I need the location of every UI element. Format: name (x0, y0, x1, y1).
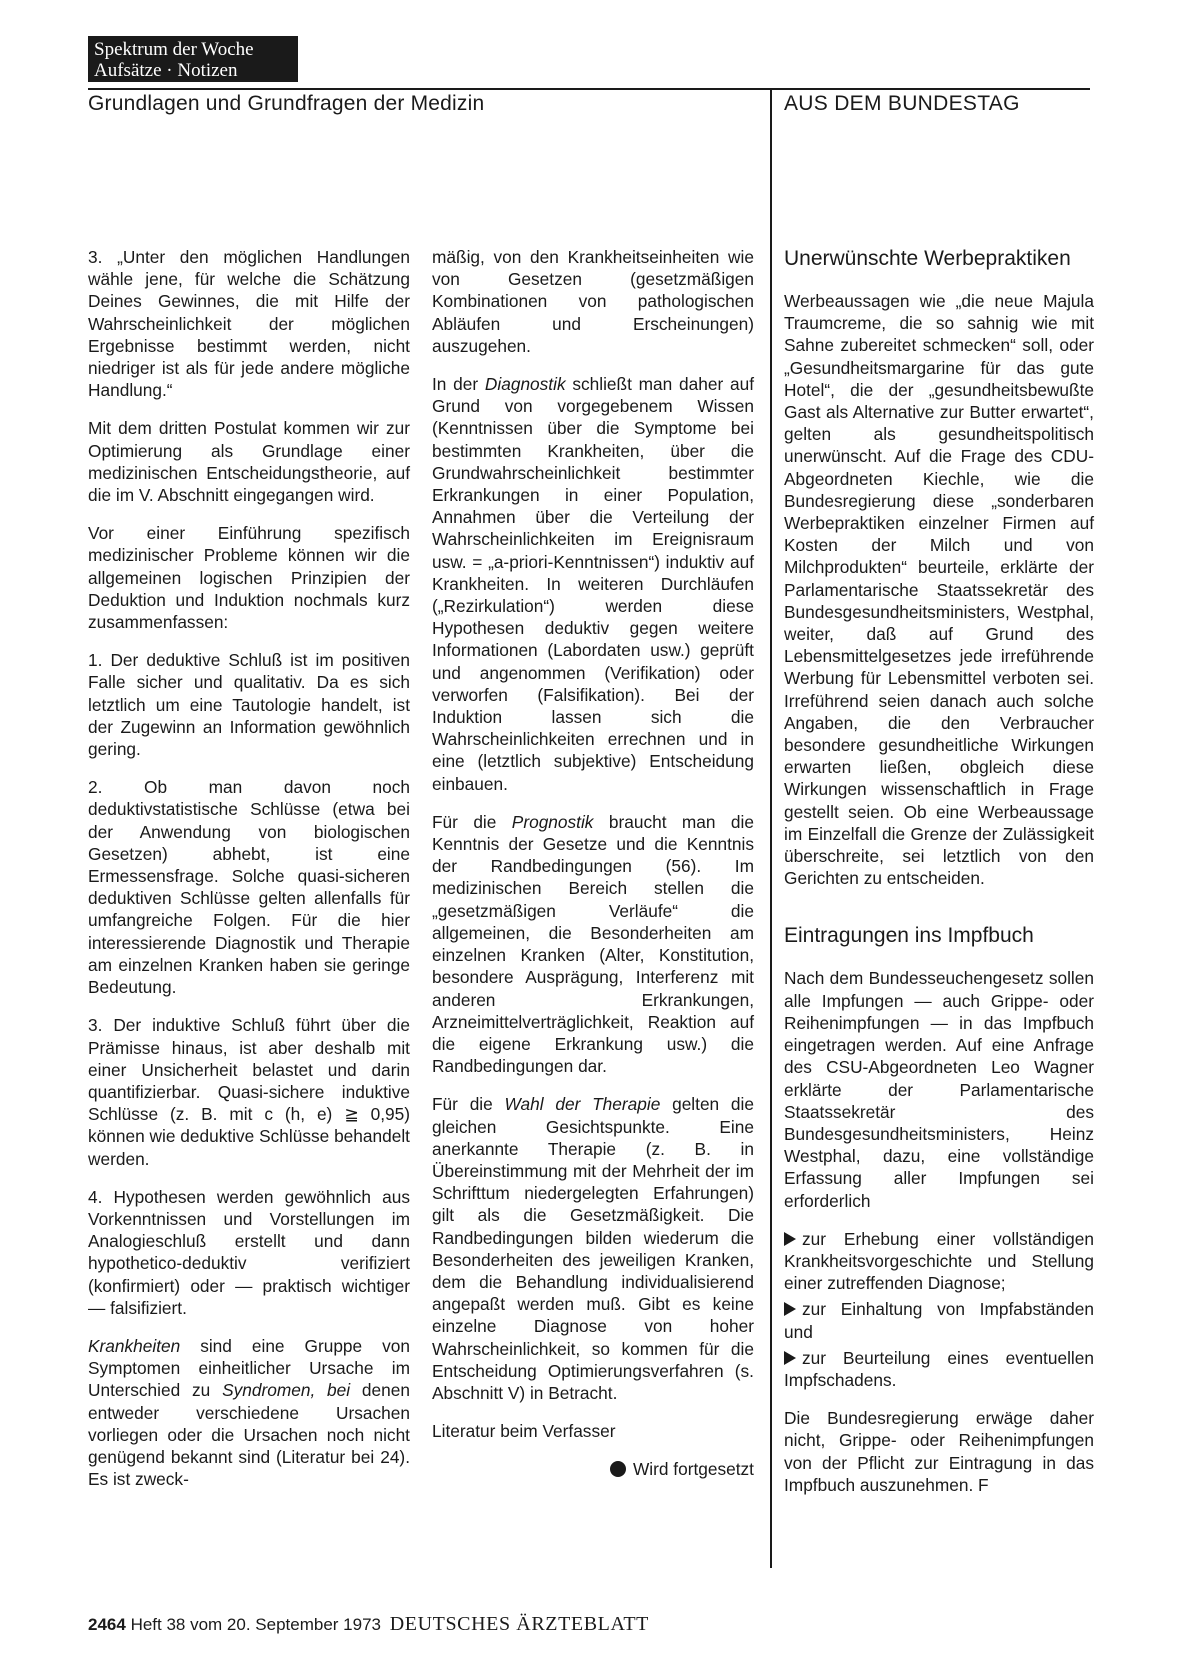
paragraph: Vor einer Einführung spezifisch medizinischer Probleme können wir die allgemeinen logischen Prinzipien der Deduktion und Induktion nochmals kurz zusammenfassen: (88, 523, 410, 633)
emphasis: Wahl der Therapie (504, 1094, 661, 1115)
paragraph (432, 811, 754, 1077)
triangle-bullet-icon (784, 1351, 796, 1365)
news-heading: Unerwünschte Werbepraktiken (784, 247, 1071, 270)
text-run: schließt man daher auf Grund von vorgegebenem Wissen (Kenntnissen über die Symptome bei bestimmten Krankheiten, über die Grundwahrscheinlichkeit bestimmter Erkrankungen in einer Population, Annahmen über die Verteilung der Wahrscheinlichkeiten im Ereignisraum usw. = „a-priori-Kenntnissen“) induktiv auf Krankheiten. In weiteren Durchläufen („Rezirkulation“) werden diese Hypothesen deduktiv gegen weitere Informationen (Labordaten usw.) geprüft und angenommen (Verifikation) oder verworfen (Falsifikation). Bei der Induktion lassen sich die Wahrscheinlichkeiten errechnen und in eine (letztlich subjektive) Entscheidung einbauen. (432, 374, 754, 794)
literature-note: Literatur beim Verfasser (432, 1421, 616, 1442)
paragraph: Mit dem dritten Postulat kommen wir zur Optimierung als Grundlage einer medizinischen Entscheidungstheorie, auf die im V. Abschnitt eingegangen wird. (88, 418, 410, 506)
paragraph: 3. „Unter den möglichen Handlungen wähle jene, für welche die Schätzung Deines Gewinnes, die mit Hilfe der Wahrscheinlichkeit der möglichen Ergebnisse bestimmt werden, nicht niedriger ist als für jede andere mögliche Handlung.“ (88, 247, 410, 401)
article-column-2 (432, 246, 754, 1497)
list-item (784, 1347, 1094, 1391)
paragraph: mäßig, von den Krankheitseinheiten wie von Gesetzen (gesetzmäßigen Kombinationen von pathologischen Abläufen und Erscheinungen) auszugehen. (432, 247, 754, 356)
paragraph: 2. Ob man davon noch deduktivstatistische Schlüsse (etwa bei der Anwendung von biologischen Gesetzen) abhebt, ist eine Ermessensfrage. Solche quasi-sicheren deduktiven Schlüsse gelten allenfalls für umfangreiche Folgen. Für die hier interessierende Diagnostik und Therapie am einzelnen Kranken haben sie geringe Bedeutung. (88, 777, 410, 998)
news-column (784, 246, 1094, 1512)
page-number: 2464 (88, 1615, 126, 1634)
paragraph (432, 1093, 754, 1404)
emphasis: Diagnostik (484, 374, 566, 395)
list-item-text: zur Beurteilung eines eventuellen Impfschadens. (784, 1347, 1094, 1390)
issue-info: Heft 38 vom 20. September 1973 (130, 1615, 381, 1634)
badge-line-1: Spektrum der Woche (94, 39, 254, 60)
paragraph: 1. Der deduktive Schluß ist im positiven Falle sicher und qualitativ. Da es sich letztlich um eine Tautologie handelt, ist der Zugewinn an Information gewöhnlich gering. (88, 650, 410, 760)
paragraph (432, 373, 754, 795)
triangle-bullet-icon (784, 1232, 796, 1246)
triangle-bullet-icon (784, 1302, 796, 1316)
section-badge (88, 36, 298, 82)
text-run: gelten die gleichen Gesichtspunkte. Eine anerkannte Therapie (z. B. in Übereinstimmung mit der Mehrheit der im Schrifttum niedergelegten Erfahrungen) gilt als die Gesetzmäßigkeit. Die Randbedingungen bilden wiederum die Besonderheiten des jeweiligen Kranken, dem die Behandlung individualisierend angepaßt werden muß. Gibt es keine einzelne Diagnose von hoher Wahrscheinlichkeit, so kommen für die Entscheidung Optimierungsverfahren (s. Abschnitt V) in Betracht. (432, 1094, 754, 1403)
paragraph: Nach dem Bundesseuchengesetz sollen alle Impfungen — auch Grippe- oder Reihenimpfungen — in das Impfbuch eingetragen werden. Auf eine Anfrage des CSU-Abgeordneten Leo Wagner erklärte der Parlamentarische Staatssekretär des Bundesgesundheitsministers, Heinz Westphal, dazu, eine vollständige Erfassung aller Impfungen sei erforderlich (784, 968, 1094, 1211)
page-footer (88, 1613, 649, 1636)
text-run: In der (432, 374, 485, 395)
header-rule (88, 88, 1090, 90)
text-run: braucht man die Kenntnis der Gesetze und die Kenntnis der Randbedingungen (56). Im medizinischen Bereich stellen die „gesetzmäßigen Verläufe“ die allgemeinen, die Besonderheiten am einzelnen Kranken (Alter, Konstitution, besondere Ausprägung, Interferenz mit anderen Erkrankungen, Arzneimittelverträglichkeit, Reaktion auf die eigene Erkrankung usw.) die Randbedingungen dar. (432, 811, 754, 1077)
list-item-text: zur Einhaltung von Impfabständen und (784, 1299, 1094, 1342)
text-run: sind eine Gruppe von Symptomen einheitlicher Ursache im Unterschied zu (88, 1335, 410, 1401)
paragraph: 3. Der induktive Schluß führt über die Prämisse hinaus, ist aber deshalb mit einer Unsicherheit belastet und darin quantifizierbar. Quasi-sichere induktive Schlüsse (z. B. mit c (h, e) ≧ 0,95) können wie deduktive Schlüsse behandelt werden. (88, 1015, 410, 1169)
journal-name: DEUTSCHES ÄRZTEBLATT (389, 1613, 649, 1635)
list-item (784, 1298, 1094, 1342)
text-run: Für die (432, 811, 512, 832)
section-title: Grundlagen und Grundfragen der Medizin (88, 92, 485, 115)
badge-line-2: Aufsätze · Notizen (94, 60, 238, 81)
paragraph: Werbeaussagen wie „die neue Majula Traumcreme, die so sahnig wie mit Sahne zubereitet schmecken“ soll, oder „Gesundheitsmargarine für das gute Hotel“, die der „gesundheitsbewußte Gast als Alternative zur Butter erwartet“, gelten als gesundheitspolitisch unerwünscht. Auf die Frage des CDU-Abgeordneten Kiechle, wie die Bundesregierung diese „sonderbaren Werbepraktiken einzelner Firmen auf Kosten der Milch und von Milchprodukten“ beurteile, erklärte der Parlamentarische Staatssekretär des Bundesgesundheitsministers, Westphal, weiter, daß auf Grund des Lebensmittelgesetzes jede irreführende Werbung für Lebensmittel verboten sei. Irreführend seien danach auch solche Angaben, die den Verbraucher besondere gesundheitliche Wirkungen erwarten ließen, obgleich diese Wirkungen wissenschaftlich in Frage gestellt seien. Ob eine Werbeaussage im Einzelfall die Grenze der Zulässigkeit überschreite, sei letztlich von den Gerichten zu entscheiden. (784, 291, 1094, 889)
list-item-text: zur Erhebung einer vollständigen Krankheitsvorgeschichte und Stellung einer zutreffenden Diagnose; (784, 1228, 1094, 1294)
article-column-1 (88, 246, 410, 1506)
list-item (784, 1228, 1094, 1295)
column-divider (770, 88, 772, 1568)
text-run: Für die (432, 1094, 505, 1115)
continued-note (432, 1458, 754, 1480)
paragraph: 4. Hypothesen werden gewöhnlich aus Vorkenntnissen und Vorstellungen im Analogieschluß erstellt und dann hypothetico-deduktiv verifiziert (konfirmiert) oder — praktisch wichtiger — falsifiziert. (88, 1186, 410, 1318)
emphasis: Syndromen, bei (222, 1380, 351, 1401)
emphasis: Prognostik (511, 811, 594, 832)
news-heading: Eintragungen ins Impfbuch (784, 924, 1034, 948)
paragraph (88, 1335, 410, 1490)
paragraph: Die Bundesregierung erwäge daher nicht, Grippe- oder Reihenimpfungen von der Pflicht zur Eintragung in das Impfbuch auszunehmen. F (784, 1408, 1094, 1495)
continued-label: Wird fortgesetzt (632, 1459, 754, 1480)
text-run: denen entweder verschiedene Ursachen vorliegen oder die Ursachen noch nicht genügend bekannt sind (Literatur bei 24). Es ist zweck- (88, 1380, 410, 1490)
bullet-dot-icon (610, 1461, 626, 1477)
emphasis: Krankheiten (88, 1335, 181, 1356)
column-section-title: AUS DEM BUNDESTAG (784, 92, 1020, 115)
